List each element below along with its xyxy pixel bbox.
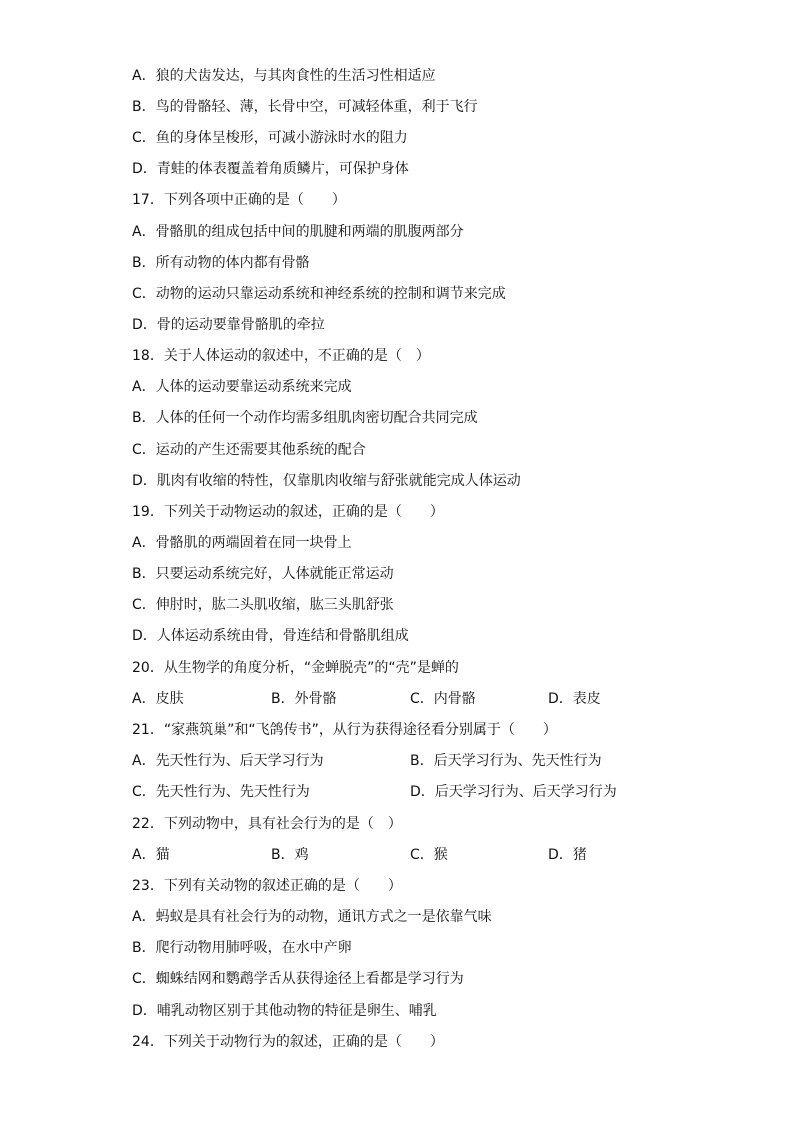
q22-option-c: C．猴 (410, 847, 448, 863)
q24-stem: 24．下列关于动物行为的叙述，正确的是（ ） (132, 1034, 444, 1050)
q20-option-c: C．内骨骼 (410, 691, 476, 707)
q20-option-b: B．外骨骼 (271, 691, 337, 707)
q23-option-d: D．哺乳动物区别于其他动物的特征是卵生、哺乳 (132, 1003, 437, 1019)
q20-stem: 20．从生物学的角度分析，“金蝉脱壳”的“壳”是蝉的 (132, 660, 459, 676)
q16-option-b: B．鸟的骨骼轻、薄，长骨中空，可减轻体重，利于飞行 (132, 99, 478, 115)
q19-option-d: D．人体运动系统由骨，骨连结和骨骼肌组成 (132, 628, 409, 644)
q23-option-a: A．蚂蚁是具有社会行为的动物，通讯方式之一是依靠气味 (132, 909, 492, 925)
q22-option-b: B．鸡 (271, 847, 309, 863)
q20-option-d: D．表皮 (548, 691, 601, 707)
q20-option-a: A．皮肤 (132, 691, 184, 707)
q19-option-a: A．骨骼肌的两端固着在同一块骨上 (132, 535, 352, 551)
q17-stem: 17．下列各项中正确的是（ ） (132, 192, 346, 208)
q19-option-b: B．只要运动系统完好，人体就能正常运动 (132, 566, 394, 582)
q17-option-c: C．动物的运动只靠运动系统和神经系统的控制和调节来完成 (132, 286, 506, 302)
q21-option-b: B．后天学习行为、先天性行为 (410, 753, 602, 769)
q17-option-a: A．骨骼肌的组成包括中间的肌腱和两端的肌腹两部分 (132, 224, 464, 240)
q22-option-d: D．猪 (548, 847, 587, 863)
q18-option-c: C．运动的产生还需要其他系统的配合 (132, 442, 366, 458)
q17-option-b: B．所有动物的体内都有骨骼 (132, 255, 310, 271)
q18-option-b: B．人体的任何一个动作均需多组肌肉密切配合共同完成 (132, 410, 478, 426)
q18-option-a: A．人体的运动要靠运动系统来完成 (132, 379, 352, 395)
q17-option-d: D．骨的运动要靠骨骼肌的牵拉 (132, 317, 325, 333)
q23-option-b: B．爬行动物用肺呼吸，在水中产卵 (132, 940, 352, 956)
q16-option-c: C．鱼的身体呈梭形，可减小游泳时水的阻力 (132, 130, 408, 146)
q22-option-a: A．猫 (132, 847, 170, 863)
q21-stem: 21．“家燕筑巢”和“飞鸽传书”，从行为获得途径看分别属于（ ） (132, 722, 557, 738)
q23-stem: 23．下列有关动物的叙述正确的是（ ） (132, 878, 402, 894)
q21-option-c: C．先天性行为、先天性行为 (132, 784, 310, 800)
q16-option-a: A．狼的犬齿发达，与其肉食性的生活习性相适应 (132, 68, 436, 84)
q23-option-c: C．蜘蛛结网和鹦鹉学舌从获得途径上看都是学习行为 (132, 971, 464, 987)
q22-stem: 22．下列动物中，具有社会行为的是（ ） (132, 816, 402, 832)
q16-option-d: D．青蛙的体表覆盖着角质鳞片，可保护身体 (132, 161, 409, 177)
q18-option-d: D．肌肉有收缩的特性，仅靠肌肉收缩与舒张就能完成人体运动 (132, 473, 521, 489)
q21-option-a: A．先天性行为、后天学习行为 (132, 753, 324, 769)
q19-stem: 19．下列关于动物运动的叙述，正确的是（ ） (132, 504, 444, 520)
q19-option-c: C．伸肘时，肱二头肌收缩，肱三头肌舒张 (132, 597, 394, 613)
q18-stem: 18．关于人体运动的叙述中，不正确的是（ ） (132, 348, 430, 364)
q21-option-d: D．后天学习行为、后天学习行为 (410, 784, 617, 800)
